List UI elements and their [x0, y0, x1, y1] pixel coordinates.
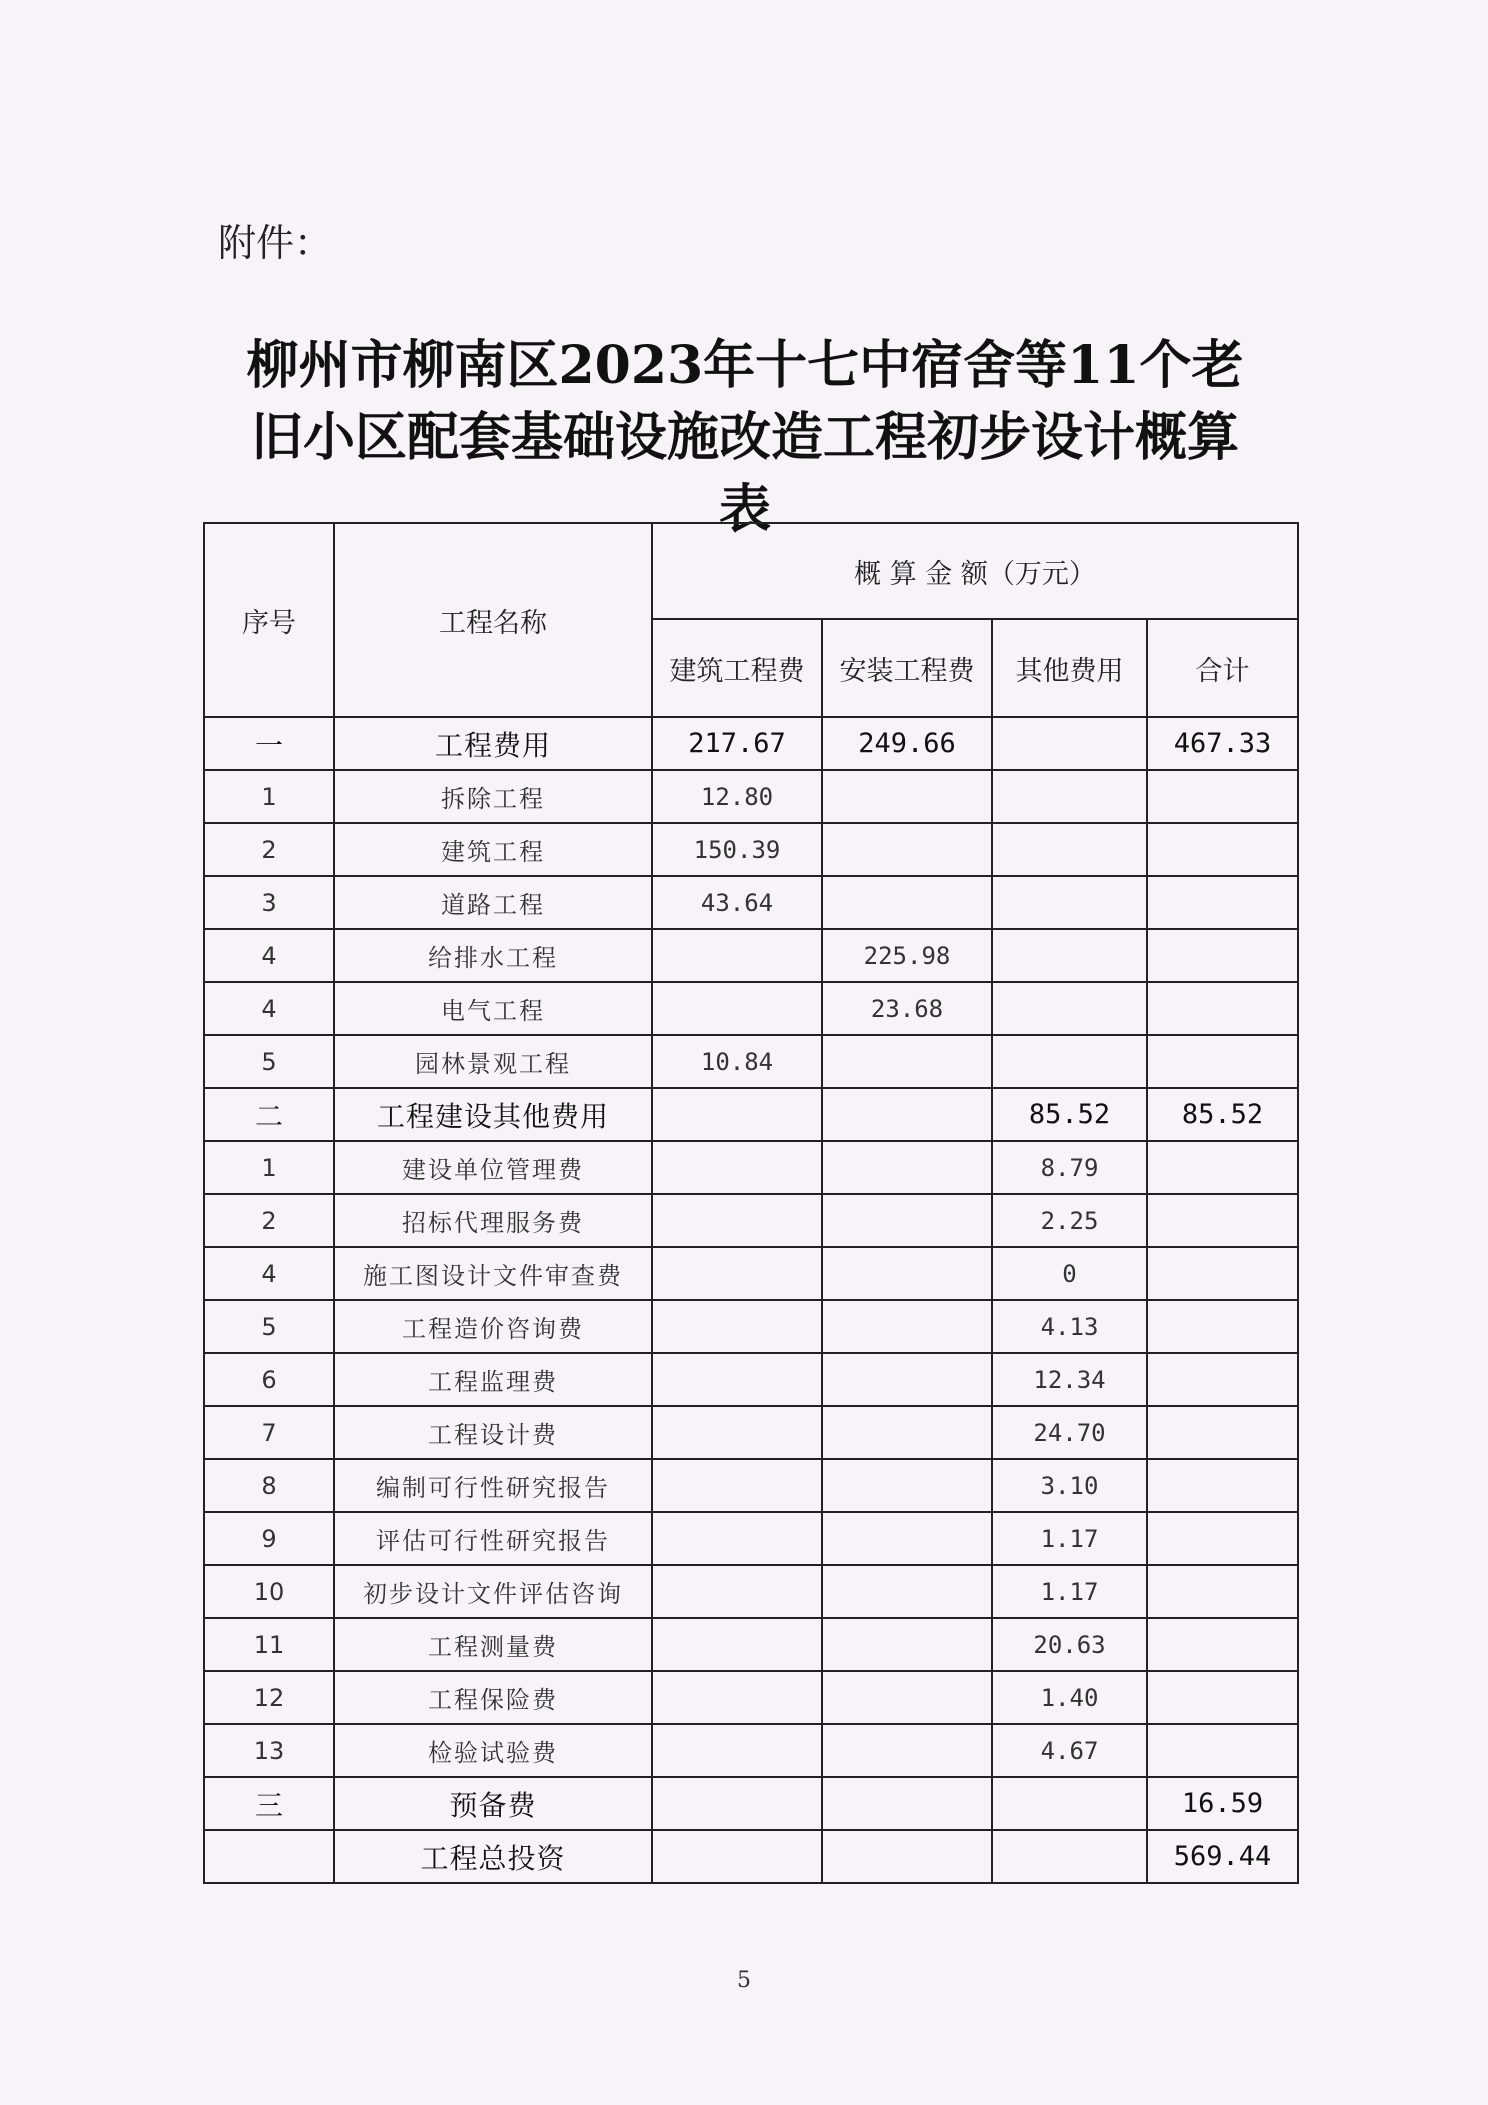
cell-construction [652, 1088, 822, 1141]
cell-name: 评估可行性研究报告 [334, 1512, 652, 1565]
cell-name: 工程总投资 [334, 1830, 652, 1883]
cell-construction: 43.64 [652, 876, 822, 929]
cell-other: 20.63 [992, 1618, 1147, 1671]
cell-construction [652, 1724, 822, 1777]
cell-seq: 2 [204, 823, 334, 876]
cell-total [1147, 1194, 1298, 1247]
table-row [204, 823, 1298, 876]
cell-construction: 12.80 [652, 770, 822, 823]
cell-total [1147, 1247, 1298, 1300]
cell-construction [652, 1618, 822, 1671]
cell-seq: 5 [204, 1300, 334, 1353]
cell-name: 工程保险费 [334, 1671, 652, 1724]
cell-construction: 150.39 [652, 823, 822, 876]
cell-other [992, 717, 1147, 770]
cell-other [992, 1830, 1147, 1883]
cell-total [1147, 1459, 1298, 1512]
cell-construction [652, 929, 822, 982]
cell-construction [652, 1459, 822, 1512]
cell-other: 0 [992, 1247, 1147, 1300]
cell-other [992, 1035, 1147, 1088]
cell-seq: 6 [204, 1353, 334, 1406]
cell-installation [822, 1830, 992, 1883]
table-row [204, 1777, 1298, 1830]
cell-seq: 5 [204, 1035, 334, 1088]
header-construction: 建筑工程费 [652, 619, 822, 717]
cell-name: 初步设计文件评估咨询 [334, 1565, 652, 1618]
cell-construction [652, 1300, 822, 1353]
cell-total: 467.33 [1147, 717, 1298, 770]
cell-other: 3.10 [992, 1459, 1147, 1512]
table-row [204, 929, 1298, 982]
cell-other: 2.25 [992, 1194, 1147, 1247]
cell-total [1147, 876, 1298, 929]
header-total: 合计 [1147, 619, 1298, 717]
table-row [204, 770, 1298, 823]
title-line-2: 旧小区配套基础设施改造工程初步设计概算 [250, 407, 1239, 468]
cell-installation [822, 1618, 992, 1671]
cell-construction [652, 1406, 822, 1459]
cell-construction [652, 1777, 822, 1830]
cell-total: 16.59 [1147, 1777, 1298, 1830]
cell-name: 工程测量费 [334, 1618, 652, 1671]
cell-construction: 217.67 [652, 717, 822, 770]
cell-total: 569.44 [1147, 1830, 1298, 1883]
cell-construction [652, 1565, 822, 1618]
table-row [204, 1035, 1298, 1088]
cell-total [1147, 823, 1298, 876]
cell-name: 给排水工程 [334, 929, 652, 982]
cell-seq: 1 [204, 1141, 334, 1194]
cell-installation [822, 823, 992, 876]
cell-seq: 二 [204, 1088, 334, 1141]
table-row [204, 1088, 1298, 1141]
cell-other: 4.67 [992, 1724, 1147, 1777]
header-amount-group: 概 算 金 额（万元） [652, 523, 1298, 619]
cell-other: 1.17 [992, 1565, 1147, 1618]
attachment-label: 附件： [218, 221, 333, 265]
cell-name: 工程费用 [334, 717, 652, 770]
cell-installation [822, 1088, 992, 1141]
table-row [204, 1247, 1298, 1300]
cell-installation [822, 1565, 992, 1618]
table-row [204, 1830, 1298, 1883]
cell-installation [822, 1141, 992, 1194]
cell-other: 1.17 [992, 1512, 1147, 1565]
cell-name: 预备费 [334, 1777, 652, 1830]
cell-seq: 10 [204, 1565, 334, 1618]
table-row [204, 1671, 1298, 1724]
cell-installation [822, 1777, 992, 1830]
cell-name: 建筑工程 [334, 823, 652, 876]
cell-total [1147, 1618, 1298, 1671]
table-row [204, 876, 1298, 929]
cell-installation [822, 1194, 992, 1247]
cell-name: 拆除工程 [334, 770, 652, 823]
cell-construction: 10.84 [652, 1035, 822, 1088]
cell-installation [822, 1671, 992, 1724]
cell-total [1147, 982, 1298, 1035]
header-row-1 [204, 523, 1298, 619]
cell-seq: 3 [204, 876, 334, 929]
cell-total [1147, 770, 1298, 823]
cell-other [992, 929, 1147, 982]
cell-installation [822, 1406, 992, 1459]
cell-name: 工程监理费 [334, 1353, 652, 1406]
cell-total [1147, 929, 1298, 982]
cell-total [1147, 1035, 1298, 1088]
cell-installation [822, 876, 992, 929]
cell-installation [822, 1724, 992, 1777]
cell-other: 12.34 [992, 1353, 1147, 1406]
cell-other: 8.79 [992, 1141, 1147, 1194]
cell-name: 工程造价咨询费 [334, 1300, 652, 1353]
cell-installation: 23.68 [822, 982, 992, 1035]
header-seq: 序号 [204, 523, 334, 717]
title-line-1: 柳州市柳南区2023年十七中宿舍等11个老 [246, 335, 1244, 396]
cell-total [1147, 1671, 1298, 1724]
cell-other [992, 770, 1147, 823]
table-row [204, 1300, 1298, 1353]
table-row [204, 982, 1298, 1035]
cell-other [992, 823, 1147, 876]
cell-total [1147, 1141, 1298, 1194]
cell-seq: 8 [204, 1459, 334, 1512]
cell-installation [822, 1512, 992, 1565]
cell-installation [822, 1353, 992, 1406]
cell-seq: 4 [204, 982, 334, 1035]
cell-construction [652, 1194, 822, 1247]
header-name: 工程名称 [334, 523, 652, 717]
budget-table [203, 522, 1299, 1884]
table-row [204, 717, 1298, 770]
cell-other: 4.13 [992, 1300, 1147, 1353]
cell-installation: 225.98 [822, 929, 992, 982]
cell-total [1147, 1512, 1298, 1565]
cell-seq: 1 [204, 770, 334, 823]
page-number: 5 [737, 1968, 751, 1993]
cell-name: 编制可行性研究报告 [334, 1459, 652, 1512]
cell-seq: 三 [204, 1777, 334, 1830]
document-title [200, 330, 1290, 546]
cell-construction [652, 1353, 822, 1406]
cell-name: 园林景观工程 [334, 1035, 652, 1088]
header-other: 其他费用 [992, 619, 1147, 717]
cell-total: 85.52 [1147, 1088, 1298, 1141]
cell-installation [822, 1247, 992, 1300]
title-line-3: 表 [718, 479, 771, 540]
cell-seq: 11 [204, 1618, 334, 1671]
cell-installation [822, 1300, 992, 1353]
cell-construction [652, 1247, 822, 1300]
cell-name: 招标代理服务费 [334, 1194, 652, 1247]
cell-total [1147, 1353, 1298, 1406]
cell-installation [822, 1035, 992, 1088]
cell-name: 工程设计费 [334, 1406, 652, 1459]
cell-other [992, 876, 1147, 929]
cell-total [1147, 1300, 1298, 1353]
cell-construction [652, 1671, 822, 1724]
cell-construction [652, 982, 822, 1035]
cell-seq: 13 [204, 1724, 334, 1777]
cell-seq: 4 [204, 929, 334, 982]
cell-seq: 12 [204, 1671, 334, 1724]
cell-seq: 2 [204, 1194, 334, 1247]
table-row [204, 1141, 1298, 1194]
cell-construction [652, 1512, 822, 1565]
table-row [204, 1353, 1298, 1406]
cell-other: 85.52 [992, 1088, 1147, 1141]
cell-installation [822, 1459, 992, 1512]
cell-seq: 7 [204, 1406, 334, 1459]
table-row [204, 1565, 1298, 1618]
cell-name: 建设单位管理费 [334, 1141, 652, 1194]
cell-installation: 249.66 [822, 717, 992, 770]
cell-name: 检验试验费 [334, 1724, 652, 1777]
cell-name: 工程建设其他费用 [334, 1088, 652, 1141]
cell-installation [822, 770, 992, 823]
cell-other: 24.70 [992, 1406, 1147, 1459]
cell-name: 施工图设计文件审查费 [334, 1247, 652, 1300]
cell-total [1147, 1565, 1298, 1618]
cell-seq [204, 1830, 334, 1883]
cell-seq: 一 [204, 717, 334, 770]
table-row [204, 1194, 1298, 1247]
cell-construction [652, 1830, 822, 1883]
cell-seq: 4 [204, 1247, 334, 1300]
table-row [204, 1406, 1298, 1459]
cell-other [992, 1777, 1147, 1830]
cell-name: 道路工程 [334, 876, 652, 929]
cell-seq: 9 [204, 1512, 334, 1565]
cell-name: 电气工程 [334, 982, 652, 1035]
table-row [204, 1459, 1298, 1512]
header-installation: 安装工程费 [822, 619, 992, 717]
table-row [204, 1512, 1298, 1565]
cell-total [1147, 1406, 1298, 1459]
cell-construction [652, 1141, 822, 1194]
cell-total [1147, 1724, 1298, 1777]
cell-other: 1.40 [992, 1671, 1147, 1724]
table-row [204, 1618, 1298, 1671]
table-row [204, 1724, 1298, 1777]
cell-other [992, 982, 1147, 1035]
